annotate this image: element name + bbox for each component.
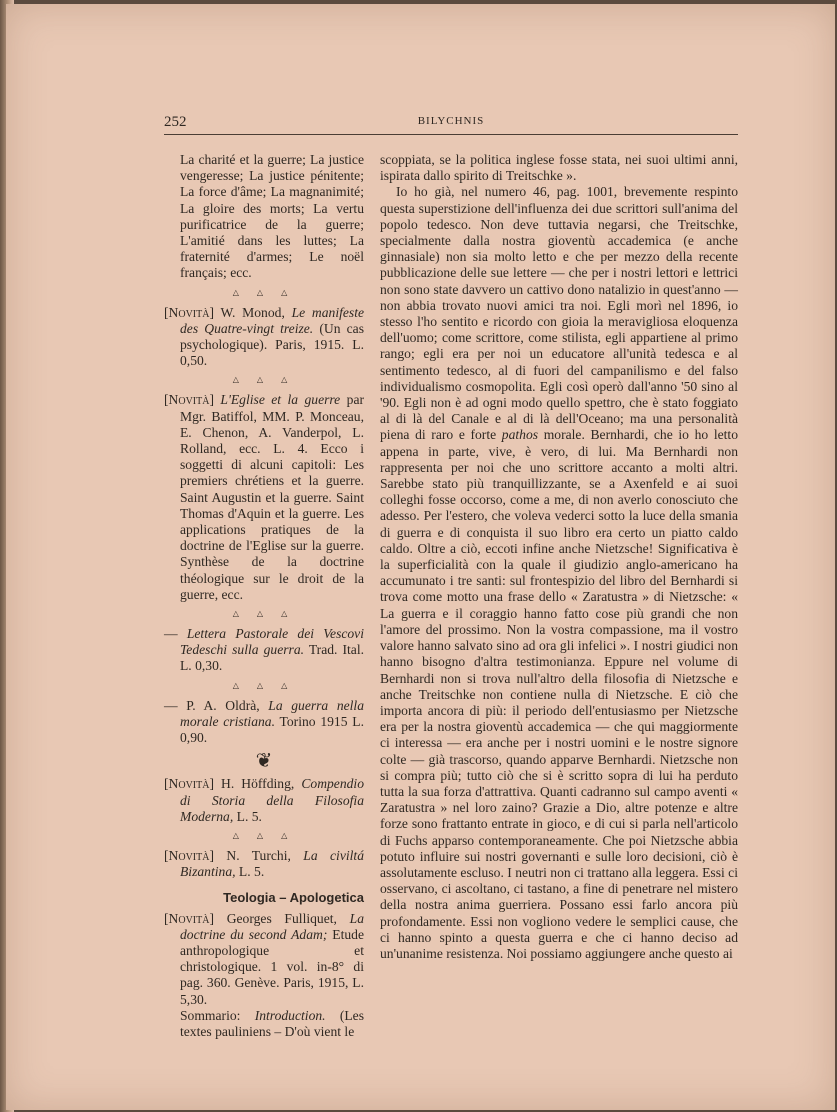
entry-title: La guerra nella morale cristiana. [180, 697, 365, 729]
bibliography-entry [164, 698, 364, 747]
novita-tag: [Novità] [164, 304, 214, 320]
left-column [164, 152, 364, 1040]
body-paragraph [380, 184, 738, 962]
entry-text: La charité et la guerre; La justice vengeresse; La justice pénitente; La force d'âme; La magnanimité; La gloire des morts; La vertu purificatrice de la guerre; L'amitié dans les luttes; La fraternité d'armes; Le noël français; ecc. [180, 152, 364, 281]
entry-dash: — [164, 626, 178, 642]
separator-ornament: △ △ △ [232, 609, 296, 619]
entry-details: Torino 1915 L. 0,90. [180, 713, 364, 746]
entry-details: Trad. Ital. L. 0,30. [180, 642, 364, 674]
entry-title: La doctrine du second Adam; [180, 910, 364, 942]
novita-tag: [Novità] [164, 847, 214, 863]
bibliography-entry [164, 626, 364, 675]
separator-ornament: △ △ △ [232, 680, 296, 690]
bibliography-entry [164, 392, 364, 603]
entry-author: N. Turchi, [226, 847, 291, 863]
novita-tag: [Novità] [164, 776, 214, 792]
entry-author: — P. A. Oldrà, [164, 697, 260, 713]
novita-tag: [Novità] [164, 910, 214, 926]
leaf-ornament-icon: ❦ [255, 750, 273, 773]
emphasis-word: pathos [501, 427, 539, 443]
bibliography-entry [164, 776, 364, 825]
journal-title: BILYCHNIS [417, 115, 485, 127]
entry-title: La civiltá Bizantina, [180, 847, 364, 880]
entry-author: W. Monod, [220, 304, 285, 320]
running-header [164, 114, 738, 135]
bibliography-entry [164, 305, 364, 370]
paragraph-text: Io ho già, nel numero 46, pag. 1001, brevemente respinto questa superstizione dell'influenza dei due scrittori sull'anima del popolo tedesco. Non deve tuttavia negarsi, che Treitschke, specialmente dalla nostra gioventù accademica (e anche ginnasiale) non sia molto letto e che per mezzo della recente pubblicazione delle sue lettere — che per i nostri lettori e lettrici non sono state davvero un cattivo dono natalizio in quest'anno — non abbia trovato nuovi amici tra noi. Egli morì nel 1896, io stesso l'ho sentito e ricordo con gioia la meravigliosa eloquenza dell'uomo; come scrittore, come stilista, egli appartiene al primo rango; egli era per noi un educatore all'unità tedesca e al sentimento tedesco, al di fuori del campanilismo e del falso individualismo cosmopolita. Egli così operò dall'anno '50 sino al '90. Egli non è ad ogni modo quello spettro, che è stato foggiato al di là del Canale e al di là dell'Oceano; ma una personalità piena di raro e forte [380, 184, 738, 443]
entry-summary [164, 1008, 364, 1040]
paragraph-text: morale. Bernhardi, che io ho letto appena in parte, vive, è vero, di lui. Ma Bernhardi non rappresenta per noi che uno scrittore accanto a molti altri. Sarebbe stato più tranquillizzante, se a Axenfeld e ai suoi colleghi fosse occorso, come a me, di non averlo conosciuto che adesso. Per l'estero, che voleva vederci sotto la luce della smania di guerra e di conquista il suo libro era certo un piatto caldo caldo. Oltre a ciò, eccoti infine anche Nietzsche! Significativa è la superficialità con la quale il giudizio anglo-americano ha accumunato i tre santi: sul frontespizio del libro del Bernhardi si trova come motto una frase dello « Zaratustra » di Nietzsche: « La guerra e il coraggio hanno fatto cose più grandi che non l'amore del prossimo. Non la vostra compassione, ma il vostro valore hanno salvato sino ad ora gli infelici ». I nostri giudici non hanno bisogno d'altra testimonianza. Eppure nel volume di Bernhardi non si trova null'altro della filosofia di Nietzsche e anche Treitschke non contiene nulla di Nietzsche. E ciò che importa ancora di più: il periodo dell'entusiasmo per Nietzsche era per la nostra gioventù accademica — che qui maggiormente ci interessa — era anche per i nostri uomini e le nostre signore colte — già trascorso, quando apparve Bernhardi. Nietzsche non si compra più; tutto ciò che si è scritto sopra di lui ha perduto tutta la sua forza d'attrattiva. Quanti cadranno sul campo aventi « Zaratustra » nel loro zaino? Grazie a Dio, altre potenze e altre forze sono frattanto entrate in gioco, e di cui si parla nell'articolo di Fuchs apparso contemporaneamente. Che poi Nietzsche abbia potuto influire sui nostri governanti e sulle loro decisioni, ciò è assolutamente escluso. I neutri non ci trattano alla leggera. Essi ci osservano, ci ascoltano, ci tastano, a fine di penetrare nel mistero della nostra anima guerriera. Possano essi farlo ancora più profondamente. Essi non vogliono vedere le semplici cause, che ci hanno spinto a questa guerra e che ci hanno deciso ad un'unanime resistenza. Noi possiamo aggiungere anche questo ai [380, 427, 738, 961]
entry-title: Lettera Pastorale dei Vescovi Tedeschi sulla guerra. [180, 626, 364, 658]
summary-label: Sommario: [180, 1007, 241, 1023]
bibliography-entry [164, 152, 364, 282]
separator-ornament: △ △ △ [232, 375, 296, 385]
bibliography-entry [164, 911, 364, 1008]
summary-intro: Introduction. [254, 1007, 326, 1023]
entry-details: Etude anthropologique et christologique. 1 vol. in-8° di pag. 360. Genève. Paris, 1915, L. 5,30. [180, 926, 364, 1007]
body-paragraph: scoppiata, se la politica inglese fosse stata, nei suoi ultimi anni, ispirata dallo spirito di Treitschke ». [380, 152, 738, 184]
entry-title: Le manifeste des Quatre-vingt treize. [180, 304, 365, 336]
entry-title: Compendio di Storia della Filosofia Moderna, [180, 776, 365, 824]
entry-author: Georges Fulliquet, [226, 910, 337, 926]
section-heading: Teologia – Apologetica [223, 890, 364, 906]
entry-author: H. Höffding, [221, 776, 295, 792]
separator-ornament: △ △ △ [232, 287, 296, 297]
right-column [380, 152, 738, 962]
novita-tag: [Novità] [164, 392, 214, 408]
separator-ornament: △ △ △ [232, 830, 296, 840]
entry-details: L. 5. [236, 808, 262, 824]
summary-text: (Les textes pauliniens – D'où vient le [180, 1007, 364, 1039]
page-number: 252 [164, 114, 187, 130]
entry-details: par Mgr. Batiffol, MM. P. Monceau, E. Chenon, A. Vanderpol, L. Rolland, ecc. L. 4. Ecco i soggetti di alcuni capitoli: Les premiers chrétiens et la guerre. Saint Augustin et la guerre. Saint Thomas d'Aquin et la guerre. Les applications pratiques de la doctrine de l'Eglise sur la guerre. Synthèse de la doctrine théologique sur le droit de la guerre, ecc. [180, 392, 364, 602]
bibliography-entry [164, 848, 364, 880]
entry-details: (Un cas psychologique). Paris, 1915. L. 0,50. [180, 320, 364, 369]
entry-details: L. 5. [238, 864, 265, 880]
entry-title: L'Eglise et la guerre [220, 392, 341, 408]
